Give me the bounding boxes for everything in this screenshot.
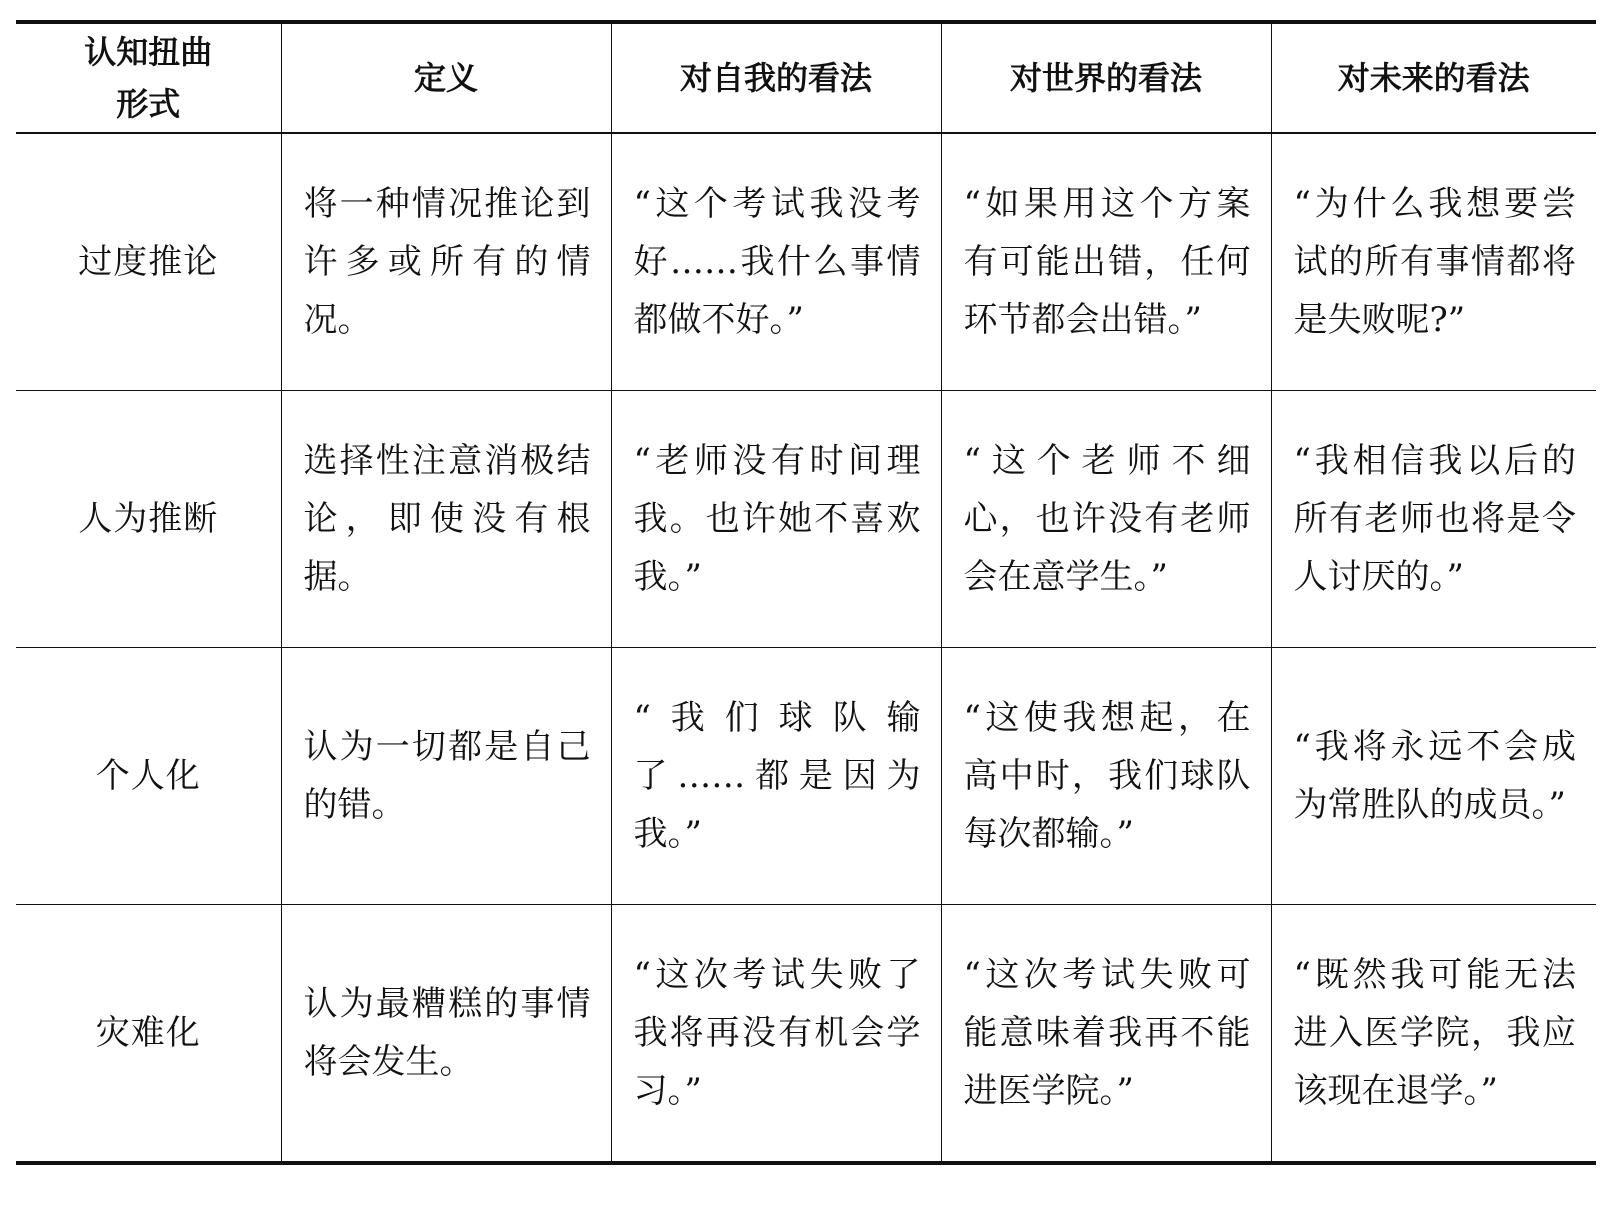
definition-cell: 将一种情况推论到许多或所有的情况。 (281, 133, 611, 391)
table-row (16, 648, 1596, 905)
table-header (16, 22, 1596, 133)
future-view-cell: “既然我可能无法进入医学院，我应该现在退学。” (1271, 905, 1596, 1164)
table-row (16, 391, 1596, 648)
table-row (16, 905, 1596, 1164)
document-page (16, 20, 1596, 1165)
world-view-cell: “如果用这个方案有可能出错，任何环节都会出错。” (941, 133, 1271, 391)
distortion-form-cell: 过度推论 (78, 242, 219, 282)
world-view-cell: “这使我想起，在高中时，我们球队每次都输。” (941, 648, 1271, 905)
self-view-cell: “老师没有时间理我。也许她不喜欢我。” (611, 391, 941, 648)
distortion-form-cell: 人为推断 (78, 499, 219, 539)
self-view-cell: “我们球队输了……都是因为我。” (611, 648, 941, 905)
definition-cell: 认为最糟糕的事情将会发生。 (281, 905, 611, 1164)
distortion-form-cell: 灾难化 (95, 1013, 201, 1053)
self-view-cell: “这个考试我没考好……我什么事情都做不好。” (611, 133, 941, 391)
future-view-cell: “为什么我想要尝试的所有事情都将是失败呢?” (1271, 133, 1596, 391)
world-view-cell: “这次考试失败可能意味着我再不能进医学院。” (941, 905, 1271, 1164)
header-distortion-form: 认知扭曲形式 (84, 33, 213, 123)
distortion-form-cell: 个人化 (95, 756, 201, 796)
header-row (16, 22, 1596, 133)
definition-cell: 认为一切都是自己的错。 (281, 648, 611, 905)
self-view-cell: “这次考试失败了我将再没有机会学习。” (611, 905, 941, 1164)
future-view-cell: “我相信我以后的所有老师也将是令人讨厌的。” (1271, 391, 1596, 648)
future-view-cell: “我将永远不会成为常胜队的成员。” (1271, 648, 1596, 905)
header-view-of-self: 对自我的看法 (611, 22, 941, 133)
table-body (16, 133, 1596, 1163)
header-view-of-future: 对未来的看法 (1271, 22, 1596, 133)
table-row (16, 133, 1596, 391)
world-view-cell: “这个老师不细心，也许没有老师会在意学生。” (941, 391, 1271, 648)
header-view-of-world: 对世界的看法 (941, 22, 1271, 133)
cognitive-distortion-table (16, 20, 1596, 1165)
header-definition: 定义 (281, 22, 611, 133)
definition-cell: 选择性注意消极结论，即使没有根据。 (281, 391, 611, 648)
